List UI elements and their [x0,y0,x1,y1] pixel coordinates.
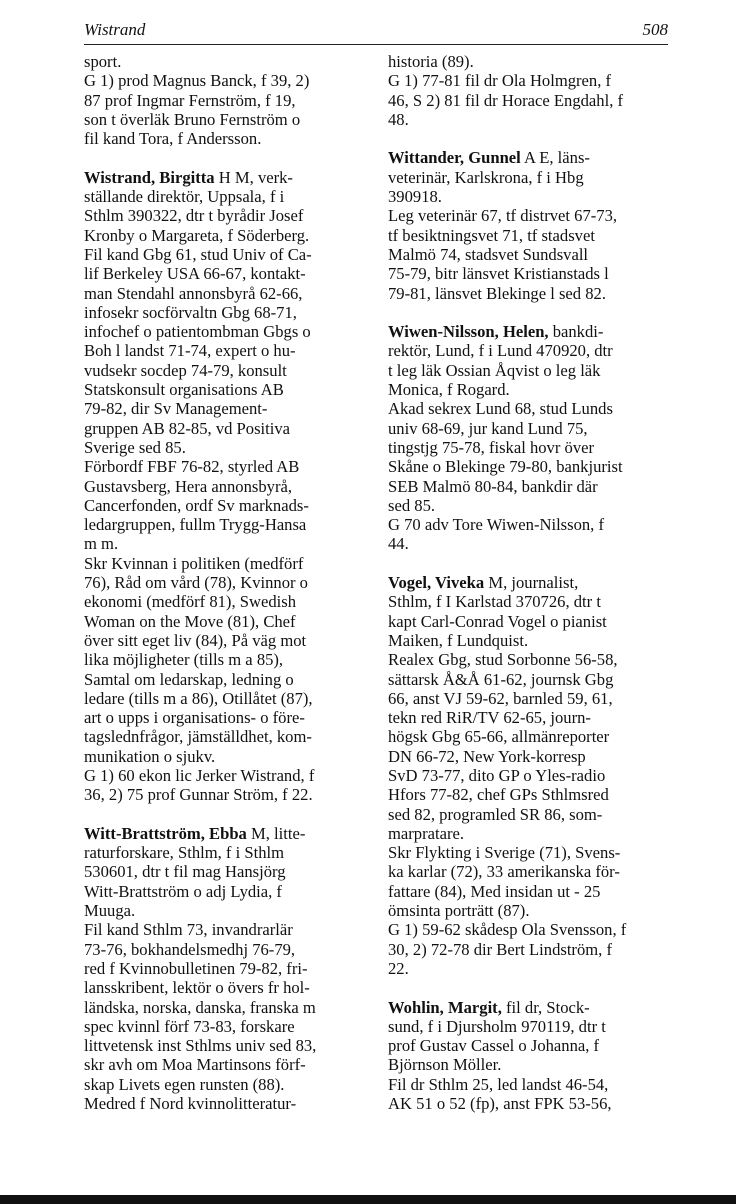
entry-text: G 1) prod Magnus Banck, f 39, 2) [84,71,310,91]
entry-line [388,1036,670,1055]
entry-text: sättarsk Å&Å 61-62, journsk Gbg [388,669,614,689]
entry-text: art o upps i organisations- o före- [84,708,305,728]
entry-text: Boh l landst 71-74, expert o hu- [84,341,296,361]
entry-text: 36, 2) 75 prof Gunnar Ström, f 22. [84,785,313,805]
entry-line [388,52,670,71]
entry-line [84,71,366,90]
entry-line [84,631,366,650]
entry-text: spec kvinnl förf 73-83, forskare [84,1016,295,1036]
entry-text: 76), Råd om vård (78), Kvinnor o [84,573,308,593]
entry-text: Hfors 77-82, chef GPs Sthlmsred [388,785,609,805]
entry-line [388,496,670,515]
entry-text: univ 68-69, jur kand Lund 75, [388,418,588,438]
entry-line [84,1017,366,1036]
entry-line [84,457,366,476]
entry-line [388,1094,670,1113]
entry-line [84,438,366,457]
entry-line [388,110,670,129]
biography-entry [84,52,366,148]
page-header [84,18,668,45]
entry-line [388,727,670,746]
entry-line [388,612,670,631]
entry-line [84,496,366,515]
entry-line [388,631,670,650]
entry-line [388,862,670,881]
entry-line [84,1094,366,1113]
entry-text: sport. [84,52,122,71]
entry-text: Medred f Nord kvinnolitteratur- [84,1094,297,1114]
entry-text: rektör, Lund, f i Lund 470920, dtr [388,341,613,361]
entry-line [84,998,366,1017]
entry-line [388,91,670,110]
entry-text: ledare (tills m a 86), Otillåtet (87), [84,688,313,708]
entry-text: prof Gustav Cassel o Johanna, f [388,1036,600,1056]
entry-text: G 70 adv Tore Wiwen-Nilsson, f [388,515,605,535]
entry-text: t leg läk Ossian Åqvist o leg läk [388,360,601,380]
biography-entry [84,168,366,805]
entry-line [388,534,670,553]
entry-line [84,747,366,766]
entry-text: gruppen AB 82-85, vd Positiva [84,418,291,438]
entry-name: Vogel, Viveka [388,573,485,593]
entry-line [84,303,366,322]
entry-text: vudsekr socdep 74-79, konsult [84,360,287,380]
entry-line [388,882,670,901]
entry-line [84,361,366,380]
running-head: Wistrand [84,20,146,39]
entry-text: Malmö 74, stadsvet Sundsvall [388,244,589,264]
entry-line [84,554,366,573]
entry-line [84,245,366,264]
entry-line [388,399,670,418]
entry-text: SvD 73-77, dito GP o Yles-radio [388,765,606,785]
entry-line [84,226,366,245]
entry-text: Witt-Brattström o adj Lydia, f [84,881,282,901]
entry-text: Förbordf FBF 76-82, styrled AB [84,457,300,477]
entry-text: Sverige sed 85. [84,437,186,457]
entry-line [84,264,366,283]
entry-text: fil dr, Stock- [501,997,590,1017]
entry-text: 66, anst VJ 59-62, barnled 59, 61, [388,688,613,708]
entry-line [388,843,670,862]
entry-line [388,341,670,360]
entry-text: historia (89). [388,52,474,71]
entry-line [388,457,670,476]
biography-entry [388,573,670,978]
entry-text: DN 66-72, New York-korresp [388,746,586,766]
entry-text: över sitt eget liv (84), På väg mot [84,630,307,650]
entry-text: Skr Flykting i Sverige (71), Svens- [388,843,621,863]
entry-text: Sthlm 390322, dtr t byrådir Josef [84,206,304,226]
entry-line [388,592,670,611]
entry-line [388,245,670,264]
entry-line [388,959,670,978]
entry-line [388,650,670,669]
entry-text: infosekr socförvaltn Gbg 68-71, [84,302,297,322]
entry-text: marpratare. [388,823,465,843]
entry-text: Realex Gbg, stud Sorbonne 56-58, [388,650,618,670]
entry-text: tagslednfrågor, jämställdhet, kom- [84,727,312,747]
entry-line [388,438,670,457]
entry-line [84,187,366,206]
entry-line [388,284,670,303]
entry-text: ömsinta porträtt (87). [388,901,530,921]
entry-line [388,264,670,283]
entry-line [388,226,670,245]
entry-text: Fil kand Gbg 61, stud Univ of Ca- [84,244,312,264]
entry-text: tekn red RiR/TV 62-65, journ- [388,708,591,728]
entry-line [388,940,670,959]
entry-text: Cancerfonden, ordf Sv marknads- [84,495,309,515]
entry-line [84,862,366,881]
entry-name: Wiwen-Nilsson, Helen, [388,322,549,342]
entry-line [84,341,366,360]
entry-line [84,670,366,689]
entry-text: 30, 2) 72-78 dir Bert Lindström, f [388,939,612,959]
entry-line [84,978,366,997]
entry-text: 390918. [388,187,442,207]
entry-line [388,1055,670,1074]
entry-text: M, journalist, [484,573,579,593]
entry-text: skap Livets egen runsten (88). [84,1074,285,1094]
entry-text: ekonomi (medförf 81), Swedish [84,592,296,612]
entry-line [388,71,670,90]
entry-line [84,1036,366,1055]
page-number: 508 [642,20,668,39]
entry-line [388,747,670,766]
entry-line [388,824,670,843]
entry-text: 46, S 2) 81 fil dr Horace Engdahl, f [388,90,624,110]
entry-line [388,187,670,206]
entry-line [84,477,366,496]
entry-line [84,52,366,71]
entry-text: M, litte- [246,823,306,843]
entry-text: sed 82, programled SR 86, som- [388,804,603,824]
biography-entry [388,52,670,129]
entry-text: infochef o patientombman Gbgs o [84,322,311,342]
entry-text: sund, f i Djursholm 970119, dtr t [388,1016,606,1036]
entry-line [388,901,670,920]
entry-text: lansskribent, lektör o övers fr hol- [84,978,310,998]
entry-text: Samtal om ledarskap, ledning o [84,669,294,689]
entry-line [84,573,366,592]
entry-text: raturforskare, Sthlm, f i Sthlm [84,843,285,863]
entry-line [388,419,670,438]
entry-line [84,206,366,225]
entry-line [388,1075,670,1094]
entry-text: sed 85. [388,495,436,515]
entry-text: Björnson Möller. [388,1055,502,1075]
entry-line [388,148,670,167]
entry-line [84,920,366,939]
biography-entry [84,824,366,1113]
entry-line [388,515,670,534]
entry-text: tf besiktningsvet 71, tf stadsvet [388,225,595,245]
entry-text: Statskonsult organisations AB [84,380,284,400]
entry-text: 530601, dtr t fil mag Hansjörg [84,862,286,882]
entry-line [84,380,366,399]
entry-text: 22. [388,958,409,978]
entry-text: veterinär, Karlskrona, f i Hbg [388,167,584,187]
entry-line [84,1075,366,1094]
entry-text: ledargruppen, fullm Trygg-Hansa [84,515,307,535]
entry-line [84,129,366,148]
entry-line [84,843,366,862]
entry-line [388,573,670,592]
entry-line [84,708,366,727]
entry-line [84,727,366,746]
biography-entry [388,322,670,554]
entry-line [388,477,670,496]
entry-line [84,689,366,708]
entry-line [84,91,366,110]
entry-text: Skr Kvinnan i politiken (medförf [84,553,304,573]
left-column [84,52,366,1133]
entry-text: 73-76, bokhandelsmedhj 76-79, [84,939,296,959]
entry-text: Fil dr Sthlm 25, led landst 46-54, [388,1074,609,1094]
entry-text: 79-81, länsvet Blekinge l sed 82. [388,283,606,303]
entry-line [388,805,670,824]
entry-line [84,110,366,129]
entry-text: Akad sekrex Lund 68, stud Lunds [388,399,613,419]
entry-line [388,380,670,399]
entry-line [388,361,670,380]
entry-text: m m. [84,534,119,554]
entry-text: kapt Carl-Conrad Vogel o pianist [388,611,607,631]
entry-name: Witt-Brattström, Ebba [84,823,247,843]
entry-line [388,206,670,225]
entry-text: Woman on the Move (81), Chef [84,611,296,631]
entry-line [388,168,670,187]
entry-text: lika möjligheter (tills m a 85), [84,650,284,670]
entry-text: Sthlm, f I Karlstad 370726, dtr t [388,592,601,612]
entry-line [388,689,670,708]
entry-line [388,1017,670,1036]
entry-text: ka karlar (72), 33 amerikanska för- [388,862,620,882]
entry-line [84,959,366,978]
entry-text: ställande direktör, Uppsala, f i [84,187,285,207]
entry-line [388,998,670,1017]
entry-line [84,650,366,669]
entry-line [84,785,366,804]
entry-text: Fil kand Sthlm 73, invandrarlär [84,920,293,940]
entry-text: red f Kvinnobulletinen 79-82, fri- [84,958,308,978]
entry-text: tingstjg 75-78, fiskal hovr över [388,437,595,457]
entry-line [84,1055,366,1074]
entry-line [388,766,670,785]
entry-text: fattare (84), Med insidan ut - 25 [388,881,601,901]
entry-text: Skåne o Blekinge 79-80, bankjurist [388,457,623,477]
entry-line [388,785,670,804]
entry-text: Maiken, f Lundquist. [388,630,529,650]
entry-line [84,399,366,418]
entry-text: 44. [388,534,409,554]
entry-text: SEB Malmö 80-84, bankdir där [388,476,598,496]
entry-text: ländska, norska, danska, franska m [84,997,316,1017]
entry-text: G 1) 59-62 skådesp Ola Svensson, f [388,920,627,940]
entry-text: skr avh om Moa Martinsons förf- [84,1055,306,1075]
entry-text: 79-82, dir Sv Management- [84,399,268,419]
entry-line [388,322,670,341]
entry-line [388,708,670,727]
entry-text: fil kand Tora, f Andersson. [84,129,262,149]
entry-text: Kronby o Margareta, f Söderberg. [84,225,310,245]
entry-text: lif Berkeley USA 66-67, kontakt- [84,264,306,284]
entry-text: Gustavsberg, Hera annonsbyrå, [84,476,292,496]
entry-text: man Stendahl annonsbyrå 62-66, [84,283,303,303]
entry-line [84,168,366,187]
entry-text: 87 prof Ingmar Fernström, f 19, [84,90,296,110]
entry-text: H M, verk- [214,167,293,187]
right-column [388,52,670,1133]
entry-line [84,515,366,534]
entry-line [84,592,366,611]
entry-text: AK 51 o 52 (fp), anst FPK 53-56, [388,1094,612,1114]
entry-text: G 1) 60 ekon lic Jerker Wistrand, f [84,765,315,785]
entry-text: littvetensk inst Sthlms univ sed 83, [84,1036,317,1056]
entry-text: son t överläk Bruno Fernström o [84,109,301,129]
entry-text: A E, läns- [520,148,590,168]
bottom-edge-bar [0,1195,736,1204]
entry-line [388,920,670,939]
entry-text: Leg veterinär 67, tf distrvet 67-73, [388,206,618,226]
entry-line [84,284,366,303]
entry-text: 75-79, bitr länsvet Kristianstads l [388,264,609,284]
entry-name: Wistrand, Birgitta [84,167,215,187]
entry-line [84,766,366,785]
entry-line [84,612,366,631]
entry-line [84,419,366,438]
entry-line [84,322,366,341]
entry-text: munikation o sjukv. [84,746,216,766]
biography-entry [388,998,670,1114]
entry-name: Wittander, Gunnel [388,148,521,168]
entry-text: högsk Gbg 65-66, allmänreporter [388,727,610,747]
entry-line [388,670,670,689]
entry-line [84,901,366,920]
entry-text: 48. [388,109,409,129]
entry-line [84,940,366,959]
entry-line [84,534,366,553]
entry-name: Wohlin, Margit, [388,997,502,1017]
entry-line [84,824,366,843]
entry-text: bankdi- [548,322,604,342]
entry-text: G 1) 77-81 fil dr Ola Holmgren, f [388,71,612,91]
entry-line [84,882,366,901]
biography-entry [388,148,670,302]
entry-text: Monica, f Rogard. [388,380,510,400]
entry-text: Muuga. [84,901,136,921]
